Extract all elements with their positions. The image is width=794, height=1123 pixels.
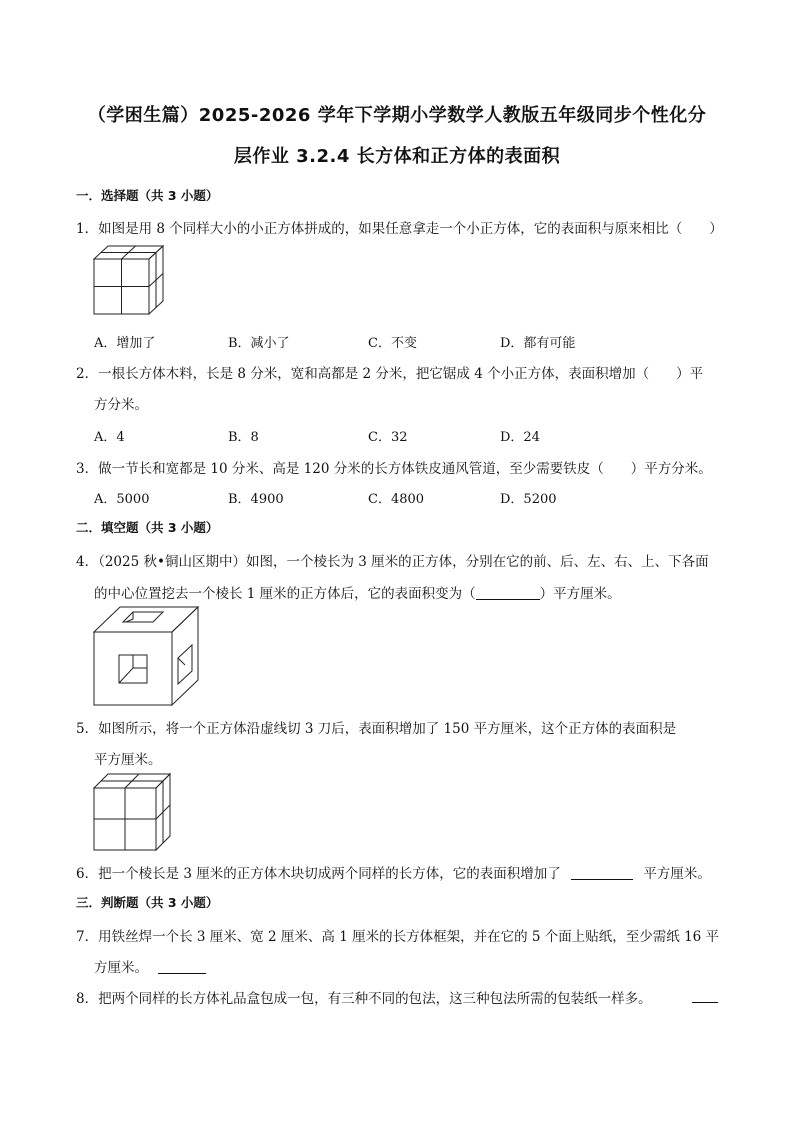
q1-option-b[interactable]: B．减小了 (228, 336, 290, 351)
q2-option-b[interactable]: B．8 (228, 430, 259, 445)
q1-option-a[interactable]: A．增加了 (94, 336, 156, 351)
question-5-text: 5．如图所示，将一个正方体沿虚线切 3 刀后，表面积增加了 150 平方厘米，这个正方体的表面积是 (76, 721, 677, 737)
question-6-text (76, 862, 711, 882)
q2-option-c[interactable]: C．32 (368, 430, 408, 445)
section-heading-true-false: 三．判断题（共 3 小题） (76, 895, 219, 910)
question-4-text: 4．（2025 秋•铜山区期中）如图，一个棱长为 3 厘米的正方体，分别在它的前、后、左、右、上、下各面 (76, 554, 709, 570)
q6-answer-blank[interactable] (571, 865, 633, 880)
q3-option-d[interactable]: D．5200 (500, 492, 557, 507)
question-4-text-cont-b: ）平方厘米。 (539, 586, 621, 602)
q3-option-a[interactable]: A．5000 (94, 492, 150, 507)
question-2-text: 2．一根长方体木料，长是 8 分米，宽和高都是 2 分米，把它锯成 4 个小正方体，表面积增加（ ）平 (76, 366, 704, 382)
q2-option-d[interactable]: D．24 (500, 430, 540, 445)
question-4-text-cont-a: 的中心位置挖去一个棱长 1 厘米的正方体后，它的表面积变为（ (94, 586, 476, 602)
q1-option-c[interactable]: C．不变 (368, 336, 417, 351)
question-7-text-cont (94, 956, 206, 976)
question-1-text: 1．如图是用 8 个同样大小的小正方体拼成的，如果任意拿走一个小正方体，它的表面积与原来相比（ ） (76, 221, 723, 237)
question-7-text-cont-a: 方厘米。 (94, 960, 148, 976)
section-heading-fill-in: 二．填空题（共 3 小题） (76, 520, 219, 535)
question-6-text-b: 平方厘米。 (643, 866, 711, 882)
q4-answer-blank[interactable] (476, 585, 540, 600)
question-5-text-cont: 平方厘米。 (94, 752, 162, 768)
section-heading-choice: 一．选择题（共 3 小题） (76, 188, 219, 203)
question-4-text-cont (94, 582, 621, 602)
page-title-line-1: （学困生篇）2025-2026 学年下学期小学数学人教版五年级同步个性化分 (87, 105, 707, 126)
hollowed-cube-figure-q4 (92, 605, 200, 707)
q3-option-b[interactable]: B．4900 (228, 492, 284, 507)
q3-option-c[interactable]: C．4800 (368, 492, 425, 507)
cube-cut-figure-q5 (92, 772, 172, 852)
question-2-text-cont: 方分米。 (94, 397, 148, 413)
q1-option-d[interactable]: D．都有可能 (500, 336, 576, 351)
question-8-text: 8．把两个同样的长方体礼品盒包成一包，有三种不同的包法，这三种包法所需的包装纸一样多。 (76, 991, 652, 1007)
question-3-text: 3．做一节长和宽都是 10 分米、高是 120 分米的长方体铁皮通风管道，至少需要铁皮（ ）平方分米。 (76, 461, 712, 477)
cube-2x2x2-figure-q1 (92, 244, 164, 318)
q8-answer-blank[interactable] (692, 988, 718, 1003)
page-title-line-2: 层作业 3.2.4 长方体和正方体的表面积 (233, 146, 561, 167)
q2-option-a[interactable]: A．4 (94, 430, 125, 445)
question-7-text: 7．用铁丝焊一个长 3 厘米、宽 2 厘米、高 1 厘米的长方体框架，并在它的 5 个面上贴纸，至少需纸 16 平 (76, 929, 720, 945)
q7-answer-blank[interactable] (158, 959, 206, 974)
question-6-text-a: 6．把一个棱长是 3 厘米的正方体木块切成两个同样的长方体，它的表面积增加了 (76, 866, 561, 882)
